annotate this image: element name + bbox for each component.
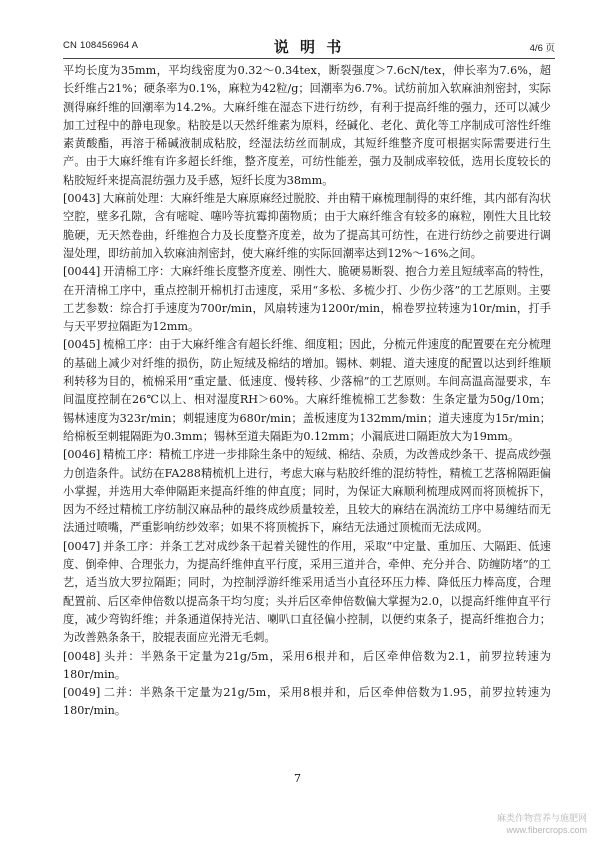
page-indicator: 4/6 页 (529, 43, 555, 54)
paragraph-text: 开清棉工序：大麻纤维长度整齐度差、刚性大、脆硬易断裂、抱合力差且短绒率高的特性，在开清棉工序中，重点控制开棉机打击速度，采用“多松、多梳少打、少伤少落”的工艺原则。主要工艺参数：综合打手速度为700r/min，风扇转速为1200r/min，棉卷罗拉转速为10r/min，打手与天平罗拉隔距为12mm。 (63, 265, 551, 334)
paragraph-0044 (63, 263, 551, 336)
paragraph-0049 (63, 684, 551, 721)
continuation-paragraph: 平均长度为35mm，平均线密度为0.32～0.34tex，断裂强度＞7.6cN/tex，伸长率为7.6%，超长纤维占21%；硬条率为0.1%，麻粒为42粒/g；回潮率为6.7%。试纺前加入软麻油剂密封，实际测得麻纤维的回潮率为14.2%。大麻纤维在湿态下进行纺纱，有利于提高纤维的强力，还可以减少加工过程中的静电现象。粘胶是以天然纤维素为原料，经碱化、老化、黄化等工序制成可溶性纤维素黄酸酯，再溶于稀碱液制成粘胶，经湿法纺丝而制成，其短纤维整齐度可根据实际需要进行生产。由于大麻纤维有许多超长纤维，整齐度差，可纺性能差，强力及制成率较低，选用长度较长的粘胶短纤来提高混纺强力及手感，短纤长度为38mm。 (63, 64, 551, 187)
paragraph-text: 并条工序：并条工艺对成纱条干起着关键性的作用，采取“中定量、重加压、大隔距、低速度、倒牵伸、合理张力，为提高纤维伸直平行度，采用三道并合，牵伸、充分并合、防缠防堵”的工艺，适当放大罗拉隔距；同时，为控制浮游纤维采用适当小直径环压力棒、降低压力棒高度，合理配置前、后区牵伸倍数以提高条干均匀度；头并后区牵伸倍数偏大掌握为2.0，以提高纤维伸直平行度，减少弯钩纤维；并条通道保持光洁、喇叭口直径偏小控制，以便约束条子，提高纤维抱合力；为改善熟条条干，胶辊表面应光滑无毛刺。 (63, 539, 551, 645)
paragraph-text: 梳棉工序：由于大麻纤维含有超长纤维、细度粗；因此，分梳元件速度的配置要在充分梳理的基础上减少对纤维的损伤，防止短绒及棉结的增加。锡林、刺辊、道夫速度的配置以达到纤维顺利转移为目的，梳棉采用“重定量、低速度、慢转移、少落棉”的工艺原则。车间高温高湿要求，车间温度控制在26℃以上、相对湿度RH＞60%。大麻纤维梳棉工艺参数：生条定量为50g/10m；锡林速度为323r/min；刺辊速度为680r/min；盖板速度为132mm/min；道夫速度为15r/min；给棉板至刺辊隔距为0.3mm；锡林至道夫隔距为0.12mm；小漏底进口隔距放大为19mm。 (63, 338, 551, 443)
page-number: 7 (294, 772, 301, 785)
paragraph-0045 (63, 336, 551, 446)
header-rule (63, 58, 555, 59)
paragraph-0043 (63, 190, 551, 263)
paragraph-number: [0045] (63, 338, 101, 352)
paragraph-number: [0049] (63, 686, 101, 700)
page-header (63, 36, 555, 56)
paragraph-text: 二并：半熟条干定量为21g/5m，采用8根并和，后区牵伸倍数为1.95，前罗拉转速为180r/min。 (63, 686, 551, 718)
watermark-url: www.fibercrops.com (506, 825, 587, 835)
document-title: 说 明 书 (273, 38, 345, 56)
paragraph-0048 (63, 648, 551, 685)
watermark-title: 麻类作物营养与施肥网 (496, 813, 587, 823)
document-body (63, 62, 551, 721)
paragraph-text: 大麻前处理：大麻纤维是大麻原麻经过脱胶、并由精干麻梳理制得的束纤维，其内部有沟状空腔，壁多孔隙，含有嘧啶、噻吟等抗霉抑菌物质；由于大麻纤维含有较多的麻粒，刚性大且比较脆硬，无天然卷曲，纤维抱合力及长度整齐度差，故为了提高其可纺性，在进行纺纱之前要进行调湿处理，即纺前加入软麻油剂密封，使大麻纤维的实际回潮率达到12%～16%之间。 (63, 192, 551, 260)
publication-number: CN 108456964 A (63, 40, 139, 51)
paragraph-number: [0047] (63, 539, 101, 553)
paragraph-text: 精梳工序：精梳工序进一步排除生条中的短绒、棉结、杂质，为改善成纱条干、提高成纱强力创造条件。试纺在FA288精梳机上进行，考虑大麻与粘胶纤维的混纺特性，精梳工艺落棉隔距偏小掌握，并选用大牵伸隔距来提高纤维的伸直度；同时，为保证大麻顺利梳理成网而将顶梳拆下，因为不经过精梳工序纺制汉麻品种的最终成纱质量较差，且较大的麻结在涡流纺工序中易缠结而无法通过喷嘴，严重影响纺纱效率；如果不将顶梳拆下，麻结无法通过顶梳而无法成网。 (63, 448, 551, 535)
paragraph-number: [0043] (63, 192, 101, 206)
paragraph-number: [0044] (63, 265, 101, 279)
paragraph-0046 (63, 446, 551, 537)
paragraph-text: 头并：半熟条干定量为21g/5m，采用6根并和，后区牵伸倍数为2.1，前罗拉转速为180r/min。 (63, 649, 551, 681)
watermark (497, 812, 587, 836)
paragraph-number: [0046] (63, 448, 101, 462)
paragraph-number: [0048] (63, 649, 101, 663)
paragraph-0047 (63, 538, 551, 648)
